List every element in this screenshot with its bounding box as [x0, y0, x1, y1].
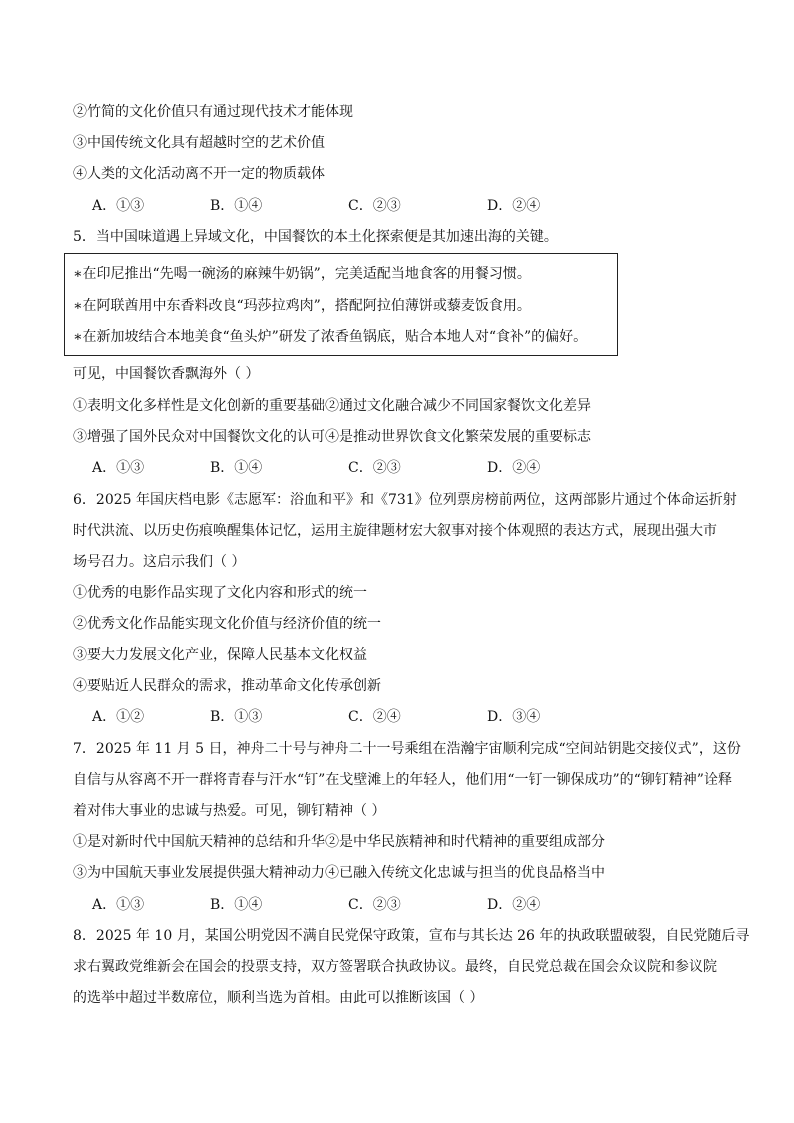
q4-option-d: D．②④: [487, 198, 541, 214]
q7-item-line-1: ①是对新时代中国航天精神的总结和升华②是中华民族精神和时代精神的重要组成部分: [73, 834, 605, 850]
q6-stem-line-3: 场号召力。这启示我们（ ）: [73, 554, 246, 570]
q7-stem-line-3: 着对伟大事业的忠诚与热爱。可见，铆钉精神（ ）: [73, 803, 386, 819]
q7-item-line-2: ③为中国航天事业发展提供强大精神动力④已融入传统文化忠诚与担当的优良品格当中: [73, 865, 605, 881]
q5-question: 可见，中国餐饮香飘海外（ ）: [73, 366, 260, 382]
q6-option-c: C．②④: [348, 709, 401, 725]
q6-item-2: ②优秀文化作品能实现文化价值与经济价值的统一: [73, 616, 381, 632]
q5-material-2: ∗在阿联酋用中东香料改良“玛莎拉鸡肉”，搭配阿拉伯薄饼或藜麦饭食用。: [73, 298, 531, 314]
q7-option-d: D．②④: [487, 897, 541, 913]
q4-option-a: A．①③: [92, 198, 145, 214]
q4-item-3: ③中国传统文化具有超越时空的艺术价值: [73, 135, 325, 151]
q5-material-1: ∗在印尼推出“先喝一碗汤的麻辣牛奶锅”，完美适配当地食客的用餐习惯。: [73, 266, 531, 282]
q8-stem-line-3: 的选举中超过半数席位，顺利当选为首相。由此可以推断该国（ ）: [73, 990, 484, 1006]
q5-item-line-1: ①表明文化多样性是文化创新的重要基础②通过文化融合减少不同国家餐饮文化差异: [73, 398, 591, 414]
q5-option-d: D．②④: [487, 460, 541, 476]
q6-option-d: D．③④: [487, 709, 541, 725]
q6-item-1: ①优秀的电影作品实现了文化内容和形式的统一: [73, 585, 367, 601]
q6-item-4: ④要贴近人民群众的需求，推动革命文化传承创新: [73, 678, 381, 694]
q5-material-3: ∗在新加坡结合本地美食“鱼头炉”研发了浓香鱼锅底，贴合本地人对“食补”的偏好。: [73, 329, 588, 345]
q8-stem-line-2: 求右翼政党维新会在国会的投票支持，双方签署联合执政协议。最终，自民党总裁在国会众议院和参议院: [73, 959, 717, 975]
q5-option-b: B．①④: [210, 460, 263, 476]
q7-option-a: A．①③: [92, 897, 145, 913]
q4-option-b: B．①④: [210, 198, 263, 214]
q6-stem-line-1: 6．2025 年国庆档电影《志愿军：浴血和平》和《731》位列票房榜前两位，这两部影片通过个体命运折射: [73, 492, 737, 508]
q6-item-3: ③要大力发展文化产业，保障人民基本文化权益: [73, 647, 367, 663]
q5-item-line-2: ③增强了国外民众对中国餐饮文化的认可④是推动世界饮食文化繁荣发展的重要标志: [73, 429, 591, 445]
q5-stem: 5．当中国味道遇上异域文化，中国餐饮的本土化探索便是其加速出海的关键。: [73, 229, 558, 245]
q6-option-b: B．①③: [210, 709, 263, 725]
q6-option-a: A．①②: [92, 709, 145, 725]
q8-stem-line-1: 8．2025 年 10 月，某国公明党因不满自民党保守政策，宣布与其长达 26 年的执政联盟破裂，自民党随后寻: [73, 928, 750, 944]
q5-material-box: [64, 253, 618, 356]
q6-stem-line-2: 时代洪流、以历史伤痕唤醒集体记忆，运用主旋律题材宏大叙事对接个体观照的表达方式，展现出强大市: [73, 523, 717, 539]
q7-stem-line-2: 自信与从容离不开一群将青春与汗水“钉”在戈壁滩上的年轻人，他们用“一钉一铆保成功”的“铆钉精神”诠释: [73, 772, 732, 788]
q7-option-b: B．①④: [210, 897, 263, 913]
q5-option-c: C．②③: [348, 460, 401, 476]
q5-option-a: A．①③: [92, 460, 145, 476]
q4-item-4: ④人类的文化活动离不开一定的物质载体: [73, 166, 325, 182]
q4-item-2: ②竹简的文化价值只有通过现代技术才能体现: [73, 104, 353, 120]
q7-stem-line-1: 7．2025 年 11 月 5 日，神舟二十号与神舟二十一号乘组在浩瀚宇宙顺利完成“空间站钥匙交接仪式”，这份: [73, 741, 741, 757]
q4-option-c: C．②③: [348, 198, 401, 214]
q7-option-c: C．②③: [348, 897, 401, 913]
